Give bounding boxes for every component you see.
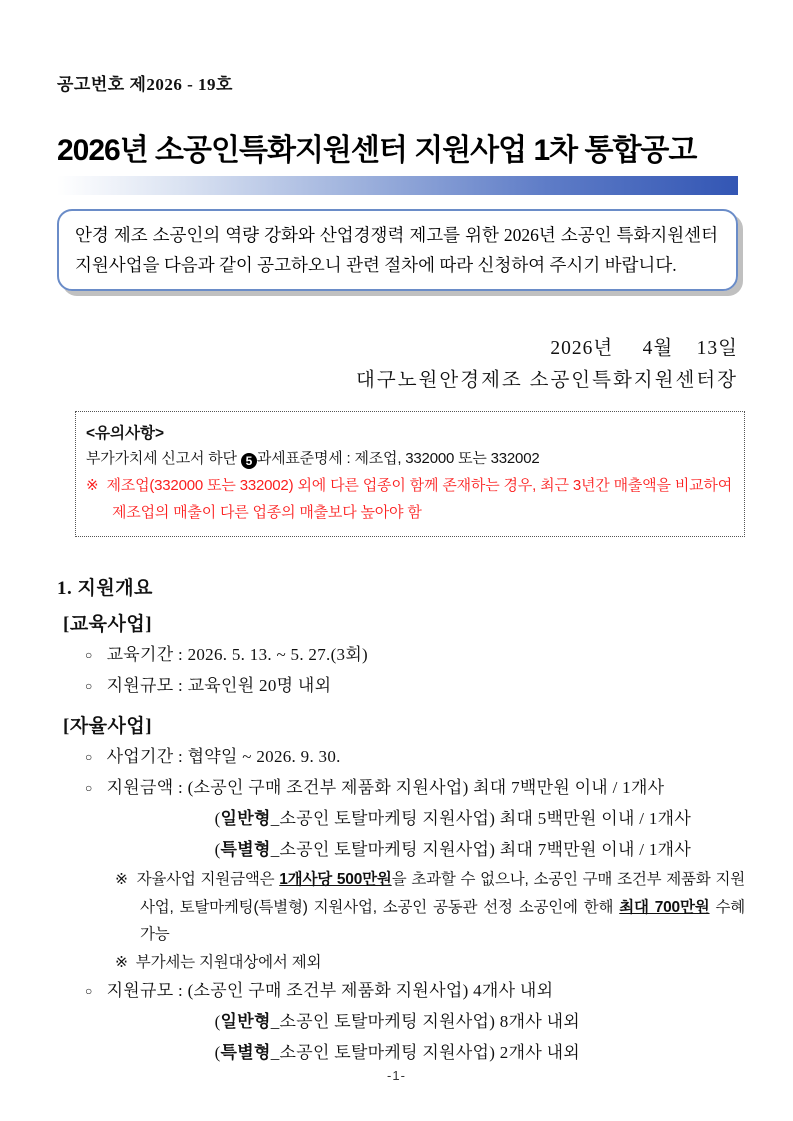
notice-box [75,411,745,538]
circle-bullet-icon: ○ [85,750,93,765]
text-segment: ( [214,809,221,829]
list-item-auto-scale [85,976,738,1069]
text-segment: _소공인 토탈마케팅 지원사업) 8개사 내외 [270,1012,581,1032]
notice-line [86,446,732,472]
scale-line-2 [215,1007,580,1038]
page-number: -1- [387,1068,406,1083]
item-label: 지원금액 : [106,778,188,798]
notice-line-prefix: 부가가치세 신고서 하단 [86,450,241,468]
item-label: 지원규모 : [106,981,188,1001]
text-segment: _소공인 토탈마케팅 지원사업) 최대 7백만원 이내 / 1개사 [270,840,692,860]
reference-mark-icon: ※ [115,871,129,889]
scale-line-3 [215,1038,580,1069]
circle-bullet-icon: ○ [85,648,93,663]
circled-5-badge: 5 [241,453,257,469]
text-segment: 을 초과할 수 없으나, 소공인 구매 조건부 제품화 지원사업, 토탈마케팅(특별형) 지원사업, 소공인 공동관 선정 소공인에 한해 [140,871,745,916]
item-label: 교육기간 : [106,645,188,665]
date-block [57,333,738,397]
circle-bullet-icon: ○ [85,781,93,796]
amount-line-1: (소공인 구매 조건부 제품화 지원사업) 최대 7백만원 이내 / 1개사 [187,778,665,798]
reference-mark-icon: ※ [86,477,99,495]
list-item-auto-period [85,742,738,773]
text-segment: ( [214,1043,221,1063]
intro-box [57,209,738,291]
doc-number: 공고번호 제2026 - 19호 [57,75,233,94]
edu-section-heading: [교육사업] [63,614,153,636]
text-segment: 자율사업 지원금액은 [136,871,280,889]
note-vat-excluded [115,949,745,977]
text-segment-bold: 특별형 [220,1043,271,1063]
circle-bullet-icon: ○ [85,679,93,694]
list-item-edu-scale [85,671,738,702]
text-segment-bold: 일반형 [220,1012,271,1032]
text-segment-bold-underline: 1개사당 500만원 [279,871,392,889]
item-value: 교육인원 20명 내외 [187,676,332,696]
text-segment: ( [214,840,221,860]
auto-section-heading: [자율사업] [63,716,153,738]
notice-warning-text: 제조업(332000 또는 332002) 외에 다른 업종이 함께 존재하는 경우, 최근 3년간 매출액을 비교하여 제조업의 매출이 다른 업종의 매출보다 높아야 함 [106,477,732,522]
text-segment: ( [214,1012,221,1032]
announcement-date: 2026년 4월 13일 [550,338,738,360]
note-amount-limit [115,866,745,949]
item-label: 사업기간 : [106,747,188,767]
page-title: 2026년 소공인특화지원센터 지원사업 1차 통합공고 [57,134,697,167]
text-segment: 부가세는 지원대상에서 제외 [135,953,322,971]
text-segment-bold: 일반형 [220,809,271,829]
text-segment-bold-underline: 최대 700만원 [619,898,710,916]
amount-line-3 [215,835,692,866]
scale-line-1: (소공인 구매 조건부 제품화 지원사업) 4개사 내외 [187,981,554,1001]
item-value: 협약일 ~ 2026. 9. 30. [187,747,341,767]
title-gradient-bar [57,176,738,195]
notice-warning [86,472,732,526]
item-label: 지원규모 : [106,676,188,696]
issuer-name: 대구노원안경제조 소공인특화지원센터장 [356,370,738,392]
notice-heading: <유의사항> [86,424,164,442]
text-segment: _소공인 토탈마케팅 지원사업) 2개사 내외 [270,1043,581,1063]
circle-bullet-icon: ○ [85,984,93,999]
intro-text: 안경 제조 소공인의 역량 강화와 산업경쟁력 제고를 위한 2026년 소공인 특화지원센터 지원사업을 다음과 같이 공고하오니 관련 절차에 따라 신청하여 주시기 바랍니다. [75,225,718,276]
text-segment: 수혜 가능 [140,898,746,944]
notice-line-rest: 과세표준명세 : 제조업, 332000 또는 332002 [256,450,540,468]
text-segment-bold: 특별형 [220,840,271,860]
text-segment: _소공인 토탈마케팅 지원사업) 최대 5백만원 이내 / 1개사 [270,809,692,829]
list-item-auto-amount [85,773,738,866]
list-item-edu-period [85,640,738,671]
section-1-heading: 1. 지원개요 [57,578,153,600]
reference-mark-icon: ※ [115,953,128,971]
amount-line-2 [215,804,692,835]
item-value: 2026. 5. 13. ~ 5. 27.(3회) [187,645,369,665]
